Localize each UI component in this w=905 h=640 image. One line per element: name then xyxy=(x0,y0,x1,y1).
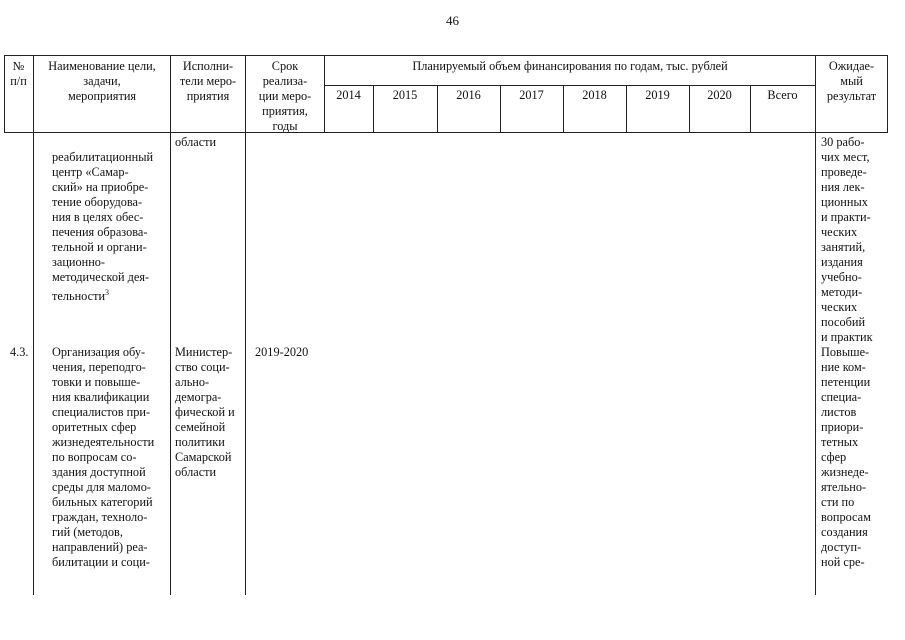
page-number: 46 xyxy=(446,13,459,28)
header-year-2016: 2016 xyxy=(456,88,481,102)
row-executor: Министер- ство соци- ально- демогра- фической и семейной политики Самарской области xyxy=(175,345,235,479)
row-footnote: 3 xyxy=(105,288,110,297)
header-term: Срок реализа- ции меро- приятия, годы xyxy=(258,59,312,133)
row-name: Организация обу- чения, переподго- товки и повыше- ния квалификации специалистов при- оритетных сфер жизнедеятельности по вопросам со- здания доступной среды для маломо- бильных категорий граждан, техноло- гий (методов, направлений) реа- билитации и соци- xyxy=(52,345,155,569)
header-result: Ожидае- мый результат xyxy=(826,59,877,103)
header-year-2018: 2018 xyxy=(582,88,607,102)
row-result: 30 рабо- чих мест, проведе- ния лек- ционных и практи- ческих занятий, издания учебно- методи- ческих пособий и практик xyxy=(821,135,873,344)
header-funding: Планируемый объем финансирования по годам, тыс. рублей xyxy=(412,59,728,73)
header-year-2019: 2019 xyxy=(645,88,670,102)
header-year-2015: 2015 xyxy=(392,88,418,102)
header-executor: Исполни- тели меро- приятия xyxy=(179,59,237,103)
row-term: 2019-2020 xyxy=(255,345,309,359)
header-year-2014: 2014 xyxy=(336,88,361,102)
row-num: 4.3. xyxy=(10,345,29,359)
header-total: Всего xyxy=(767,88,798,102)
header-year-2017: 2017 xyxy=(519,88,544,102)
row-name: реабилитационный центр «Самар- ский» на приобре- тение оборудова- ния в целях обес- печения образова- тельной и органи- зационно- методической дея- тельности xyxy=(52,150,154,304)
header-num: № п/п xyxy=(10,59,27,88)
header-name: Наименование цели, задачи, мероприятия xyxy=(48,59,156,103)
header-year-2020: 2020 xyxy=(707,88,732,102)
row-executor: области xyxy=(175,135,217,149)
row-result: Повыше- ние ком- петенции специа- листов приори- тетных сфер жизнеде- ятельно- сти по вопросам создания доступ- ной сре- xyxy=(821,345,871,569)
